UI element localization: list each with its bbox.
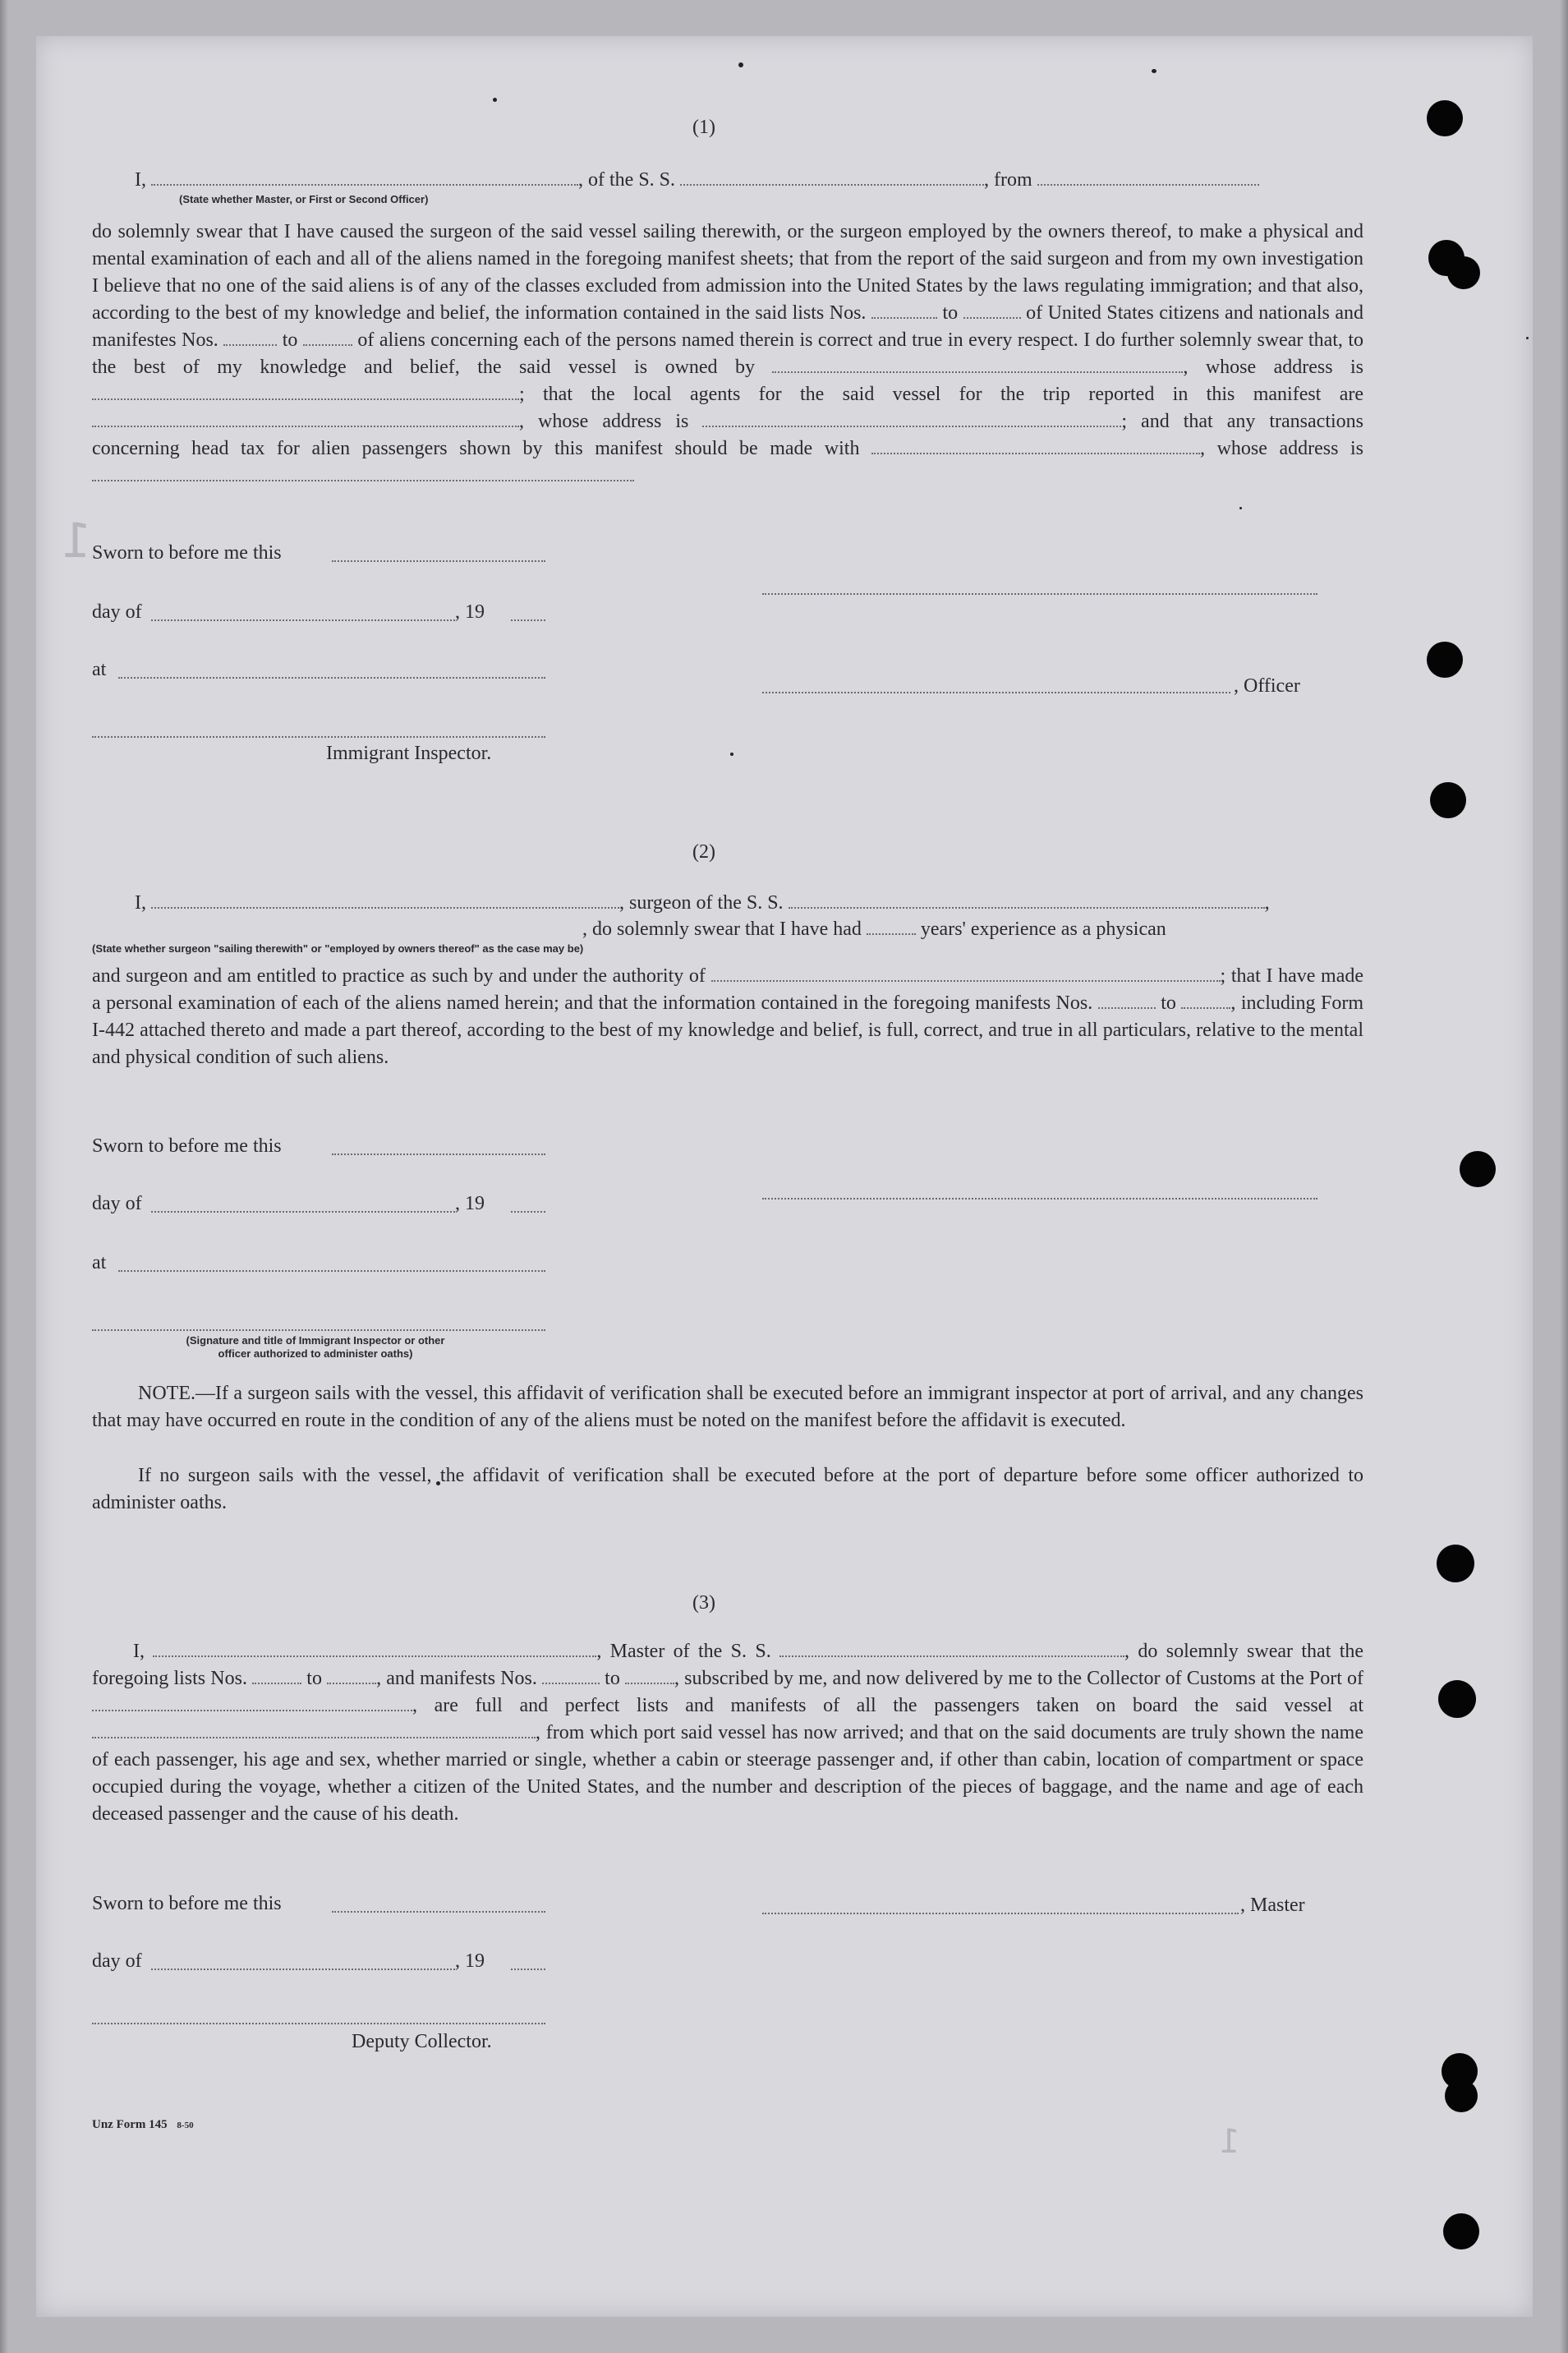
master-name-field[interactable] xyxy=(153,1641,596,1657)
master-label: , Master xyxy=(1240,1895,1305,1916)
day-of-line-1[interactable] xyxy=(151,619,455,621)
lists-from-field[interactable] xyxy=(871,302,937,319)
inspector-signature-line-1[interactable] xyxy=(92,736,545,738)
form-number: Unz Form 145 8-50 xyxy=(92,2118,194,2131)
punch-hole xyxy=(1427,100,1463,136)
surgeon-status-caption: (State whether surgeon "sailing therewith" or "employed by owners thereof" as the case may be) xyxy=(92,942,584,955)
surgeon-signature-line[interactable] xyxy=(762,1198,1317,1200)
head-tax-contact-field[interactable] xyxy=(871,438,1200,454)
from-label: , from xyxy=(984,169,1032,191)
sworn-label-3: Sworn to before me this xyxy=(92,1893,282,1914)
authority-field[interactable] xyxy=(711,965,1221,982)
i-label: I, xyxy=(135,169,146,191)
scan-speck xyxy=(1239,507,1242,509)
sworn-day-line-1[interactable] xyxy=(332,560,545,562)
section-2-number: (2) xyxy=(692,841,715,863)
agents-address-field[interactable] xyxy=(702,411,1121,427)
surgeon-manifests-from-field[interactable] xyxy=(1098,992,1156,1009)
manifests-from-field[interactable] xyxy=(223,329,277,346)
ghost-stamp-mark: 1 xyxy=(61,513,91,569)
punch-hole xyxy=(1445,2079,1478,2112)
surgeon-manifests-to-field[interactable] xyxy=(1181,992,1230,1009)
day-of-line-2[interactable] xyxy=(151,1211,455,1213)
surgeon-vessel-field[interactable] xyxy=(789,892,1265,909)
oath-1-first-line xyxy=(135,168,1259,192)
scan-speck xyxy=(730,753,733,756)
scan-speck xyxy=(1526,337,1529,339)
note-paragraph-1: NOTE.—If a surgeon sails with the vessel, this affidavit of verification shall be executed before an immigrant inspector at port of arrival, and any changes that may have occurred en route in the condition of any of the aliens must be noted on the manifest before the affidavit is executed. xyxy=(92,1383,1363,1431)
scan-speck xyxy=(1152,69,1156,73)
year-label-1: , 19 xyxy=(455,601,485,623)
at-line-1[interactable] xyxy=(118,677,545,679)
scan-speck xyxy=(738,62,743,67)
vessel-name-field[interactable] xyxy=(680,169,984,186)
vessel-owner-field[interactable] xyxy=(772,357,1183,373)
lists-to-field[interactable] xyxy=(963,302,1021,319)
surgeon-name-field[interactable] xyxy=(151,892,619,909)
oath-3-body: I, , Master of the S. S. , do solemnly swear that the foregoing lists Nos. to , and manifests Nos. to , subscribed by me, and now delivered by me to the Collector of Customs at the Port of , are full and perfect lists and manifests of all the passengers taken on board the said vessel at , from which port said vessel has now arrived; and that on the said documents are truly shown the name of each passenger, his age and sex, whether married or single, whether a cabin or steerage passenger and, if other than cabin, location of compartment or space occupied during the voyage, whether a citizen of the United States, and the number and description of the pieces of baggage, and the name and age of each deceased passenger and the cause of his death. xyxy=(92,1641,1364,1825)
day-of-label-2: day of xyxy=(92,1193,142,1214)
sworn-day-line-2[interactable] xyxy=(332,1153,545,1155)
head-tax-address-field[interactable] xyxy=(92,465,634,481)
sworn-label-2: Sworn to before me this xyxy=(92,1135,282,1157)
note-paragraph-2: If no surgeon sails with the vessel, the affidavit of verification shall be executed before at the port of departure before some officer authorized to administer oaths. xyxy=(92,1465,1363,1513)
year-line-1[interactable] xyxy=(511,619,545,621)
year-line-3[interactable] xyxy=(511,1969,545,1970)
officer-signature-line-1[interactable] xyxy=(762,593,1317,595)
scan-speck xyxy=(493,98,497,102)
at-label-2: at xyxy=(92,1252,107,1273)
master-signature-line[interactable] xyxy=(762,1913,1239,1914)
punch-hole xyxy=(1438,1680,1476,1718)
master-lists-from-field[interactable] xyxy=(252,1668,301,1684)
port-of-field[interactable] xyxy=(92,1695,412,1711)
oath-2-second-line: , do solemnly swear that I have had years' experience as a physican xyxy=(582,919,1166,940)
inspector-signature-line-2[interactable] xyxy=(92,1329,545,1331)
deputy-collector-label: Deputy Collector. xyxy=(352,2031,492,2052)
owner-address-field[interactable] xyxy=(92,384,519,400)
immigrant-inspector-label: Immigrant Inspector. xyxy=(326,743,492,764)
of-ss-label: , of the S. S. xyxy=(578,169,676,191)
punch-hole xyxy=(1437,1545,1474,1582)
officer-title-line-1[interactable] xyxy=(762,692,1230,693)
officer-rank-caption: (State whether Master, or First or Second Officer) xyxy=(179,193,429,205)
officer-label: , Officer xyxy=(1234,675,1300,697)
punch-hole xyxy=(1430,782,1466,818)
oath-1-body: do solemnly swear that I have caused the surgeon of the said vessel sailing therewith, or the surgeon employed by the owners thereof, to make a physical and mental examination of each and all of the aliens named in the foregoing manifest sheets; that from the report of the said surgeon and from my own investigation I believe that no one of the said aliens is of any of the classes excluded from admission into the United States by the laws regulating immigration; and that also, according to the best of my knowledge and belief, the information contained in the said lists Nos. to of United States citizens and nationals and manifestes Nos. to of aliens concerning each of the persons named therein is correct and true in every respect. I do further solemnly swear that, to the best of my knowledge and belief, the said vessel is owned by , whose address is ; that the local agents for the said vessel for the trip reported in this manifest are , whose address is ; and that any transactions concerning head tax for alien passengers shown by this manifest should be made with , whose address is xyxy=(92,219,1363,490)
at-line-2[interactable] xyxy=(118,1270,545,1272)
collector-signature-line[interactable] xyxy=(92,2023,545,2024)
punch-hole xyxy=(1460,1151,1496,1187)
embarkation-port-field[interactable] xyxy=(92,1722,536,1738)
ghost-stamp-mark: 1 xyxy=(1219,2123,1240,2161)
signature-caption-line-1: (Signature and title of Immigrant Inspector or other xyxy=(186,1334,445,1347)
years-experience-field[interactable] xyxy=(867,919,916,935)
oath-2-body: and surgeon and am entitled to practice as such by and under the authority of ; that I have made a personal examination of each of the aliens named herein; and that the information contained in the foregoing manifests Nos. to , including Form I-442 attached thereto and made a part thereof, according to the best of my knowledge and belief, is full, correct, and true in all particulars, relative to the mental and physical condition of such aliens. xyxy=(92,965,1364,1068)
sworn-label-1: Sworn to before me this xyxy=(92,542,282,564)
from-port-field[interactable] xyxy=(1037,169,1259,186)
day-of-line-3[interactable] xyxy=(151,1969,455,1970)
at-label-1: at xyxy=(92,659,107,680)
signature-caption-line-2: officer authorized to administer oaths) xyxy=(218,1347,413,1360)
punch-hole xyxy=(1443,2213,1479,2249)
manifests-to-field[interactable] xyxy=(303,329,352,346)
day-of-label-1: day of xyxy=(92,601,142,623)
year-line-2[interactable] xyxy=(511,1211,545,1213)
master-lists-to-field[interactable] xyxy=(327,1668,376,1684)
sworn-day-line-3[interactable] xyxy=(332,1911,545,1913)
master-manifests-to-field[interactable] xyxy=(625,1668,674,1684)
master-manifests-from-field[interactable] xyxy=(542,1668,600,1684)
year-label-2: , 19 xyxy=(455,1193,485,1214)
year-label-3: , 19 xyxy=(455,1950,485,1972)
oath-2-first-line: I, , surgeon of the S. S. , xyxy=(135,892,1270,914)
section-1-number: (1) xyxy=(692,117,715,138)
document-page xyxy=(36,36,1533,2317)
punch-hole xyxy=(1447,256,1480,289)
punch-hole xyxy=(1427,642,1463,678)
section-3-number: (3) xyxy=(692,1592,715,1614)
day-of-label-3: day of xyxy=(92,1950,142,1972)
local-agents-field[interactable] xyxy=(92,411,519,427)
master-vessel-field[interactable] xyxy=(779,1641,1124,1657)
officer-name-field[interactable] xyxy=(151,169,578,186)
